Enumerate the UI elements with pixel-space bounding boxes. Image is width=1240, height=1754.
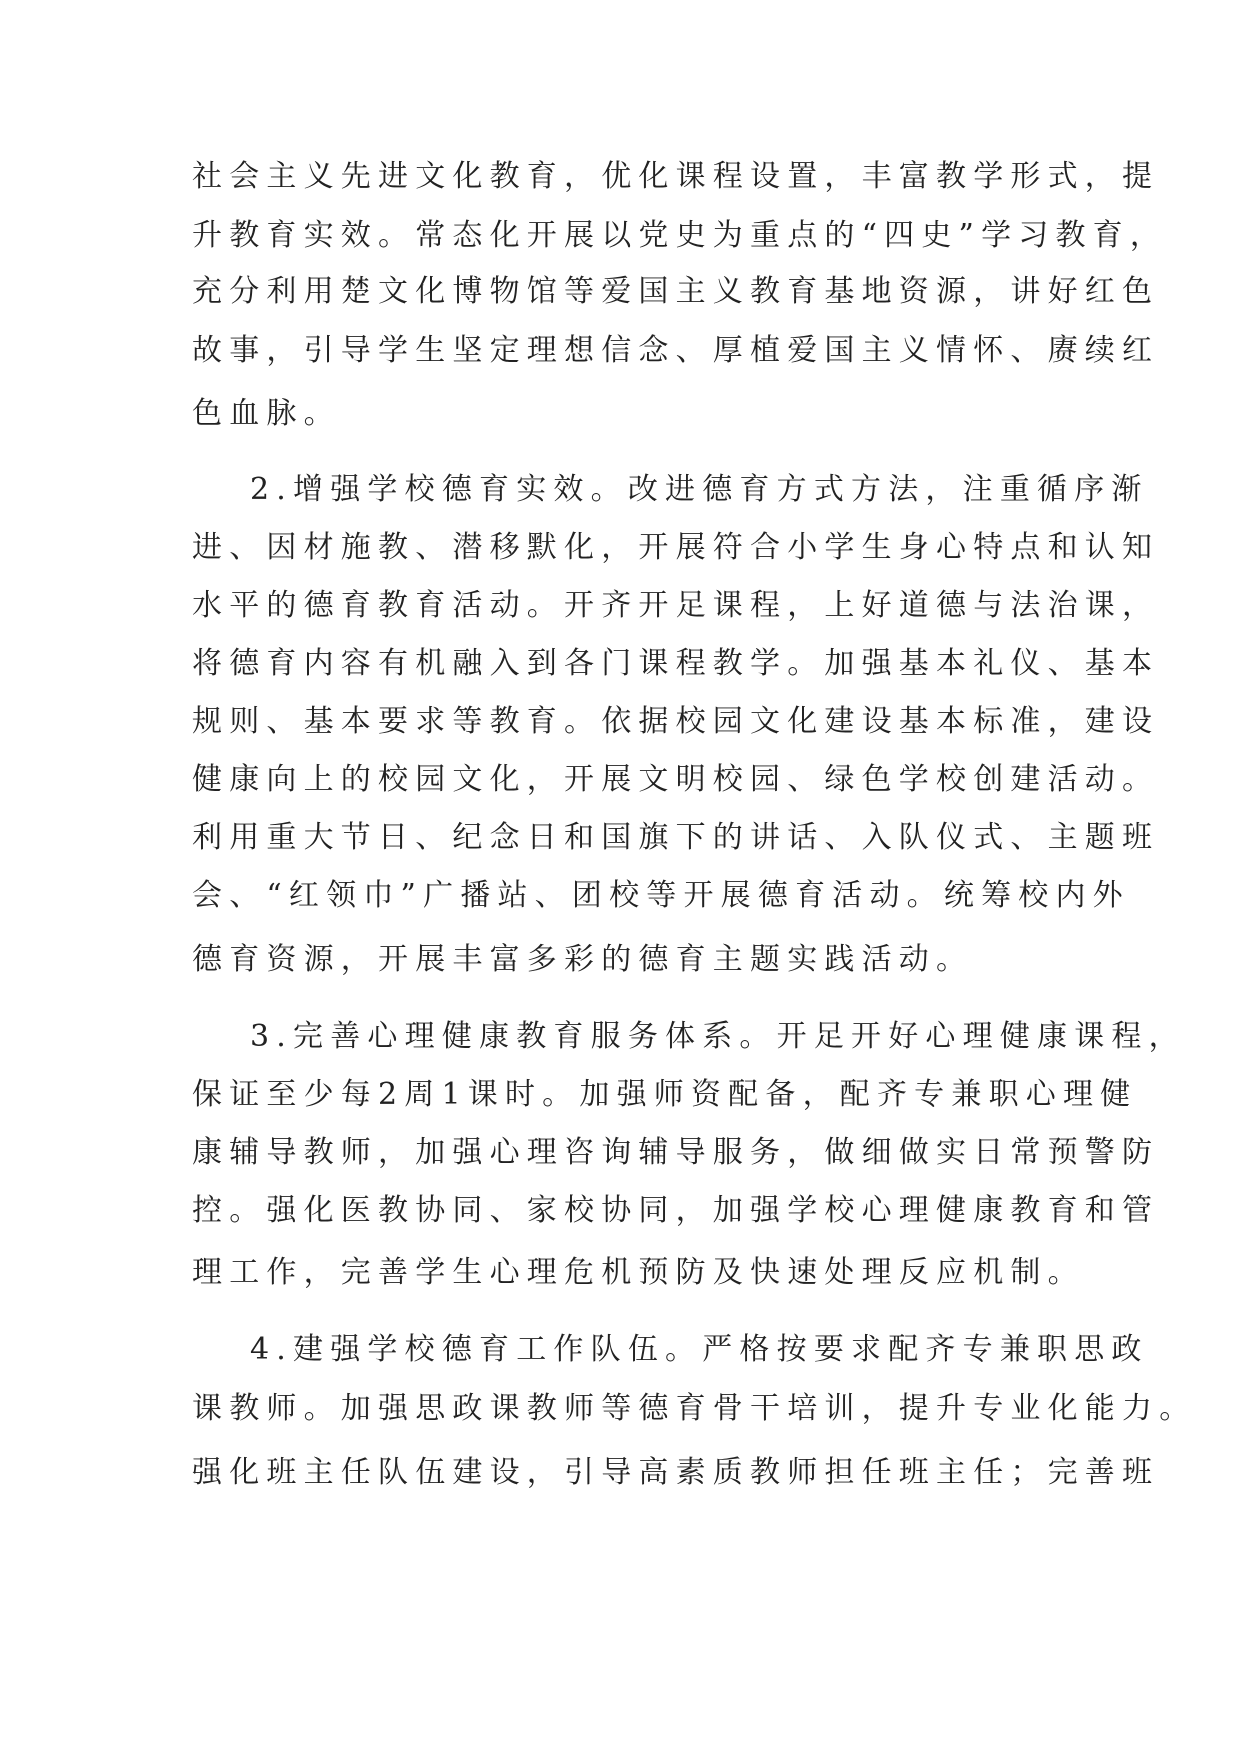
body-text-line: 社会主义先进文化教育，优化课程设置，丰富教学形式，提 <box>192 159 1160 194</box>
body-text-line: 故事，引导学生坚定理想信念、厚植爱国主义情怀、赓续红 <box>192 333 1160 368</box>
body-text-line: 色血脉。 <box>192 396 341 431</box>
body-text-line: 进、因材施教、潜移默化，开展符合小学生身心特点和认知 <box>192 530 1160 565</box>
paragraph-4-heading-line: 4.建强学校德育工作队伍。严格按要求配齐专兼职思政 <box>250 1332 1149 1367</box>
body-text-line: 康辅导教师，加强心理咨询辅导服务，做细做实日常预警防 <box>192 1135 1160 1170</box>
paragraph-2-heading-line: 2.增强学校德育实效。改进德育方式方法，注重循序渐 <box>250 472 1149 507</box>
body-text-line: 健康向上的校园文化，开展文明校园、绿色学校创建活动。 <box>192 762 1160 797</box>
body-text-line: 升教育实效。常态化开展以党史为重点的“四史”学习教育， <box>192 218 1168 253</box>
body-text-line: 规则、基本要求等教育。依据校园文化建设基本标准，建设 <box>192 704 1160 739</box>
body-text-line: 控。强化医教协同、家校协同，加强学校心理健康教育和管 <box>192 1193 1160 1228</box>
body-text-line: 会、“红领巾”广播站、团校等开展德育活动。统筹校内外 <box>192 878 1130 913</box>
body-text-line: 课教师。加强思政课教师等德育骨干培训，提升专业化能力。 <box>192 1391 1197 1426</box>
body-text-line: 利用重大节日、纪念日和国旗下的讲话、入队仪式、主题班 <box>192 820 1160 855</box>
paragraph-3-heading-line: 3.完善心理健康教育服务体系。开足开好心理健康课程， <box>250 1019 1186 1054</box>
body-text-line: 强化班主任队伍建设，引导高素质教师担任班主任；完善班 <box>192 1455 1160 1490</box>
body-text-line: 充分利用楚文化博物馆等爱国主义教育基地资源，讲好红色 <box>192 274 1160 309</box>
body-text-line: 保证至少每2周1课时。加强师资配备，配齐专兼职心理健 <box>192 1077 1138 1112</box>
body-text-line: 德育资源，开展丰富多彩的德育主题实践活动。 <box>192 942 974 977</box>
body-text-line: 水平的德育教育活动。开齐开足课程，上好道德与法治课， <box>192 588 1160 623</box>
body-text-line: 理工作，完善学生心理危机预防及快速处理反应机制。 <box>192 1255 1085 1290</box>
body-text-line: 将德育内容有机融入到各门课程教学。加强基本礼仪、基本 <box>192 646 1160 681</box>
